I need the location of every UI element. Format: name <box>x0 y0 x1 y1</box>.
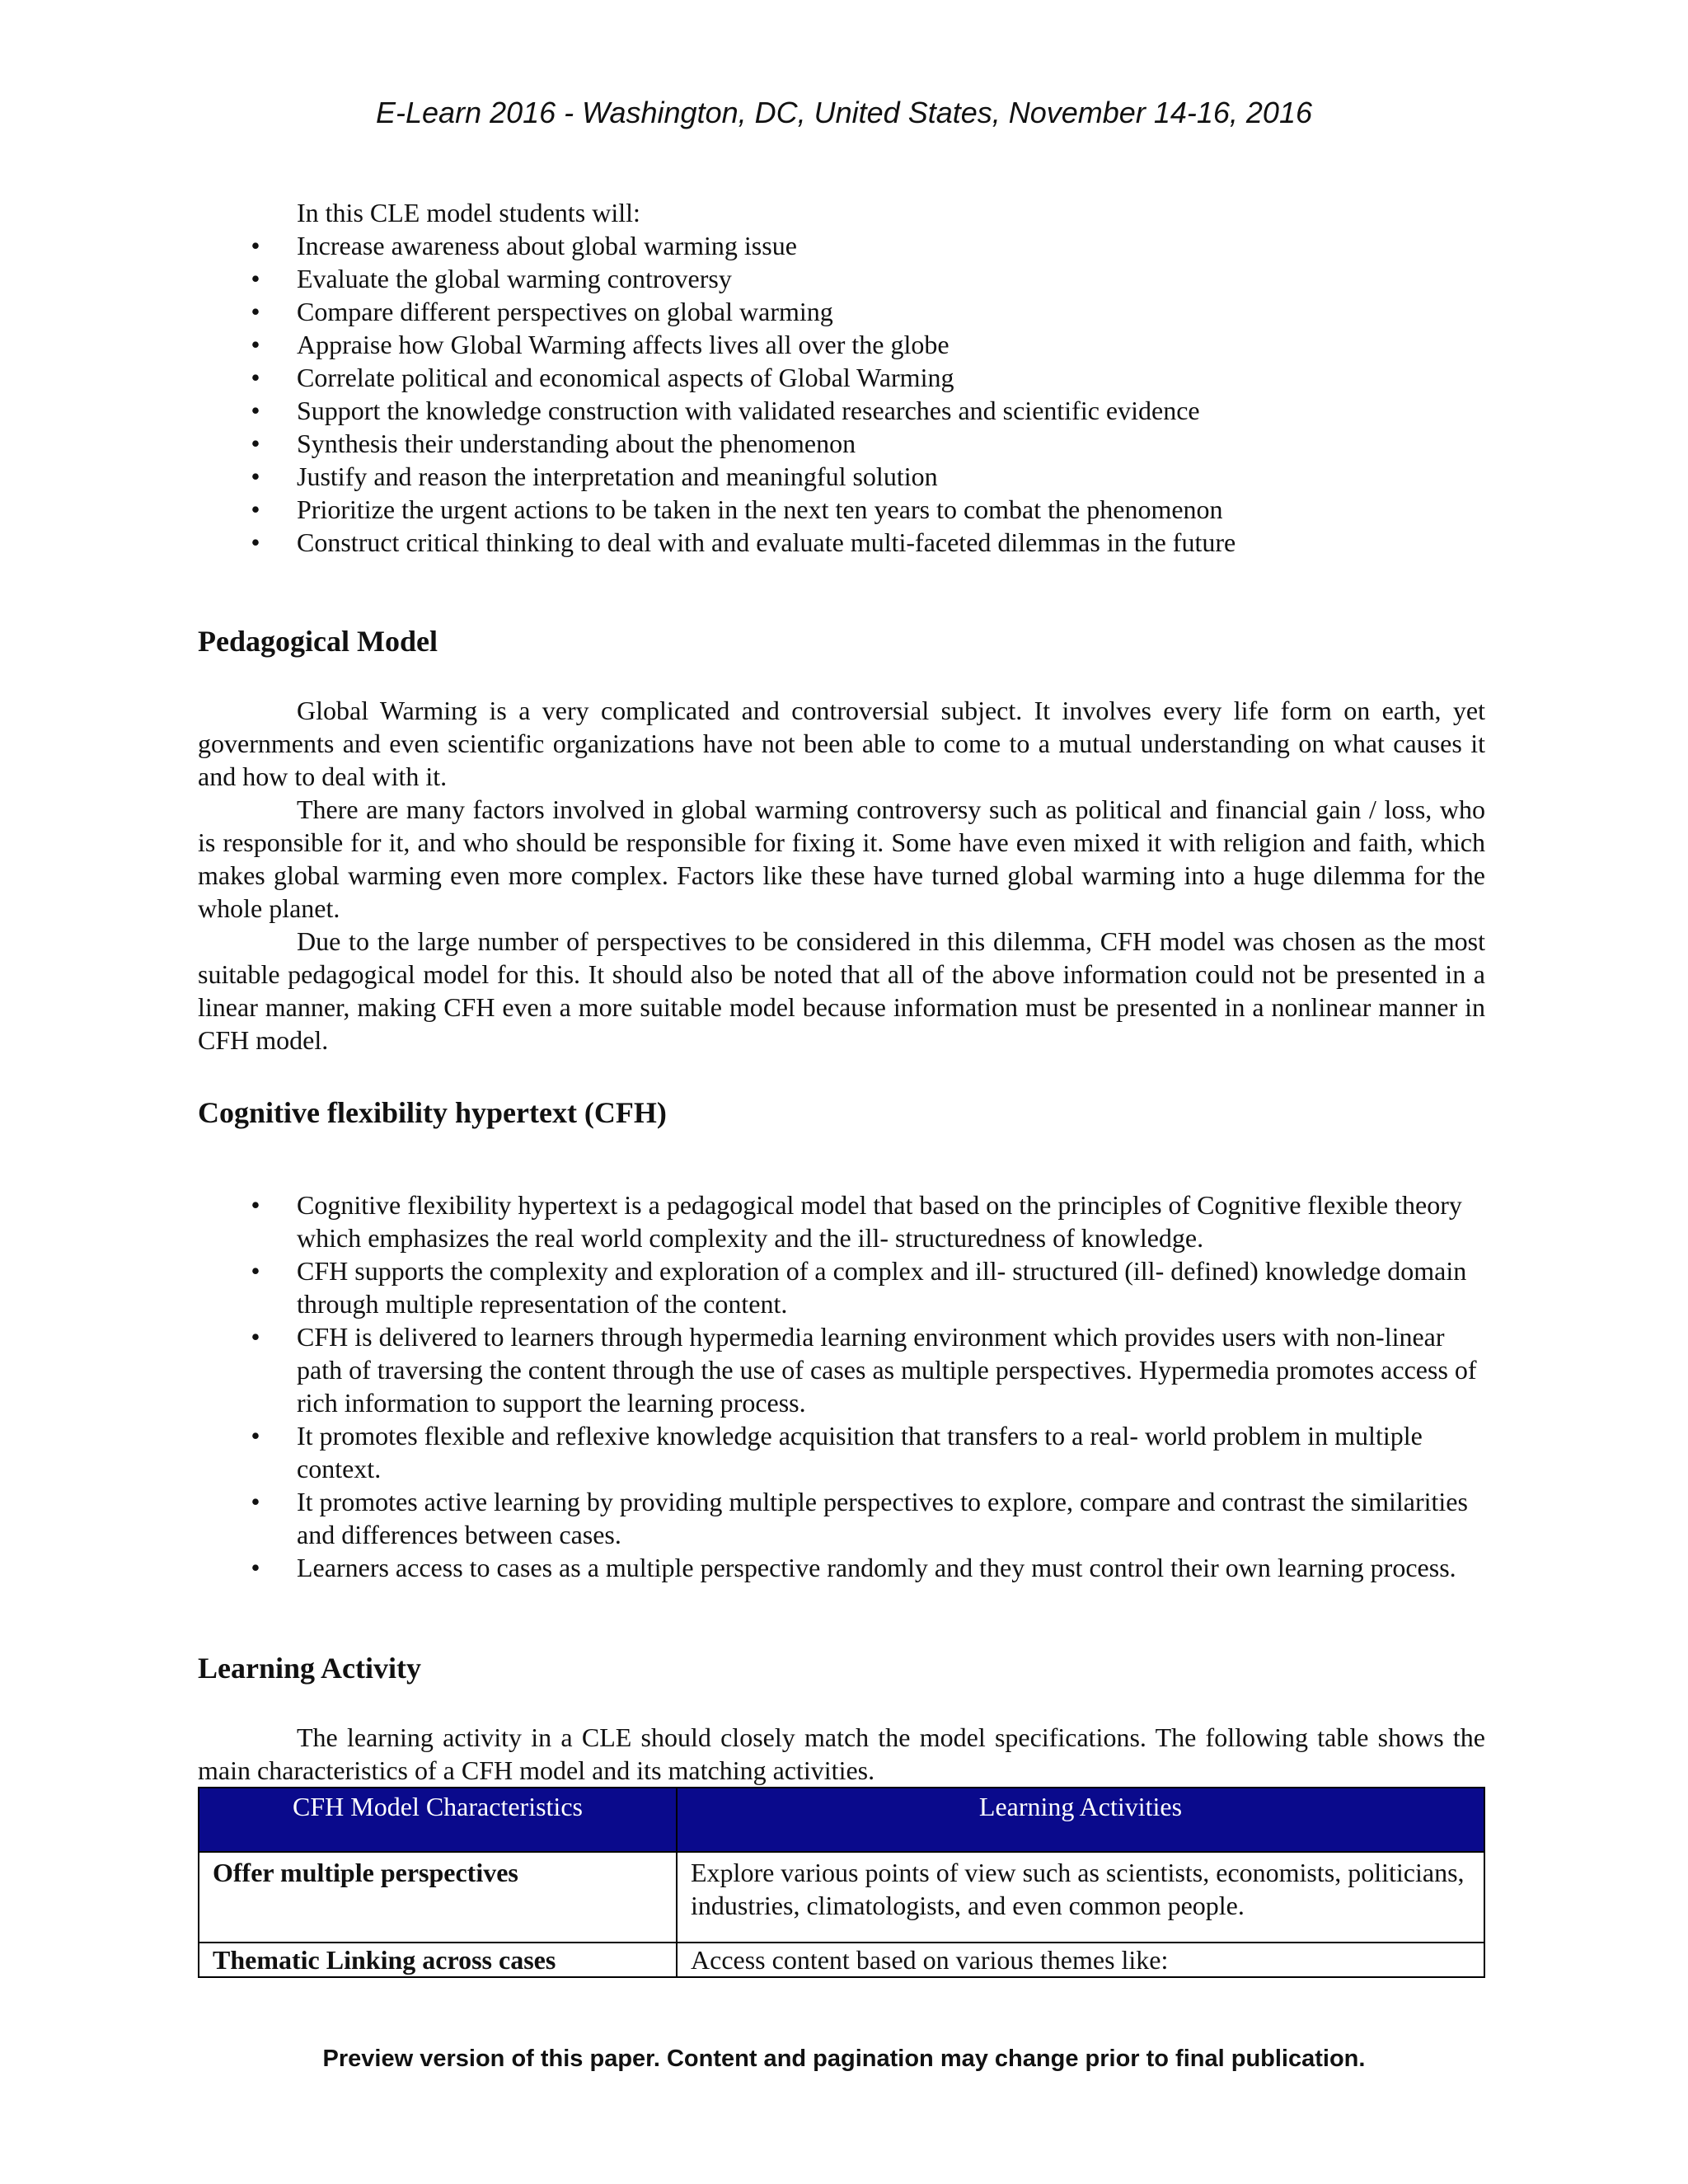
bullet-icon: • <box>251 462 260 491</box>
bullet-icon: • <box>251 1190 260 1220</box>
table-cell: Thematic Linking across cases <box>199 1943 677 1977</box>
list-item-text: It promotes active learning by providing multiple perspectives to explore, compare and contrast the similarities and differences between cases. <box>297 1487 1468 1549</box>
table-row <box>199 1852 1484 1943</box>
bullet-icon: • <box>251 330 260 359</box>
list-item-text: Synthesis their understanding about the phenomenon <box>297 429 856 458</box>
list-item <box>198 1254 1485 1320</box>
list-item <box>198 361 1485 394</box>
cfh-list <box>198 1188 1485 1584</box>
section-heading-pedagogical: Pedagogical Model <box>198 625 438 658</box>
list-item <box>198 493 1485 526</box>
list-item <box>198 1188 1485 1254</box>
paragraph: There are many factors involved in global warming controversy such as political and financial gain / loss, who is responsible for it, and who should be responsible for fixing it. Some have even mixed it with religion and faith, which makes global warming even more complex. Factors like these have turned global warming into a huge dilemma for the whole planet. <box>198 794 1485 923</box>
list-item <box>198 1551 1485 1584</box>
activities-table <box>198 1787 1485 1978</box>
list-item <box>198 427 1485 460</box>
bullet-icon: • <box>251 1322 260 1352</box>
list-item-text: Cognitive flexibility hypertext is a pedagogical model that based on the principles of Cognitive flexible theory which emphasizes the real world complexity and the ill- structuredness of knowledge. <box>297 1190 1462 1253</box>
list-item-text: Prioritize the urgent actions to be taken in the next ten years to combat the phenomenon <box>297 494 1223 524</box>
bullet-icon: • <box>251 396 260 425</box>
list-item <box>198 1419 1485 1485</box>
bullet-icon: • <box>251 1256 260 1286</box>
pedagogical-body <box>198 694 1485 1057</box>
list-item-text: Appraise how Global Warming affects lives all over the globe <box>297 330 950 359</box>
bullet-icon: • <box>251 527 260 557</box>
table-header-row <box>199 1788 1484 1852</box>
bullet-icon: • <box>251 297 260 326</box>
list-item-text: Justify and reason the interpretation and meaningful solution <box>297 462 938 491</box>
list-item-text: Construct critical thinking to deal with and evaluate multi-faceted dilemmas in the future <box>297 527 1236 557</box>
list-item <box>198 460 1485 493</box>
section-heading-learning: Learning Activity <box>198 1652 421 1685</box>
list-item-text: It promotes flexible and reflexive knowledge acquisition that transfers to a real- world problem in multiple context. <box>297 1421 1423 1483</box>
learning-paragraph: The learning activity in a CLE should closely match the model specifications. The following table shows the main characteristics of a CFH model and its matching activities. <box>198 1722 1485 1785</box>
list-item <box>198 229 1485 262</box>
list-item-text: Increase awareness about global warming issue <box>297 231 797 260</box>
list-item-text: CFH supports the complexity and exploration of a complex and ill- structured (ill- defined) knowledge domain through multiple representation of the content. <box>297 1256 1467 1319</box>
table-row <box>199 1943 1484 1977</box>
paragraph: Due to the large number of perspectives to be considered in this dilemma, CFH model was chosen as the most suitable pedagogical model for this. It should also be noted that all of the above information could not be presented in a linear manner, making CFH even a more suitable model because information must be presented in a nonlinear manner in CFH model. <box>198 926 1485 1055</box>
table-cell: Offer multiple perspectives <box>199 1852 677 1943</box>
bullet-icon: • <box>251 494 260 524</box>
bullet-icon: • <box>251 231 260 260</box>
bullet-icon: • <box>251 264 260 293</box>
list-item <box>198 295 1485 328</box>
bullet-icon: • <box>251 1553 260 1582</box>
objectives-intro: In this CLE model students will: <box>297 198 640 227</box>
bullet-icon: • <box>251 1487 260 1516</box>
bullet-icon: • <box>251 1421 260 1451</box>
list-item-text: Evaluate the global warming controversy <box>297 264 732 293</box>
list-item <box>198 394 1485 427</box>
preview-notice: Preview version of this paper. Content and pagination may change prior to final publication. <box>322 2046 1366 2072</box>
paragraph: Global Warming is a very complicated and controversial subject. It involves every life form on earth, yet governments and even scientific organizations have not been able to come to a mutual understanding on what causes it and how to deal with it. <box>198 696 1485 791</box>
list-item <box>198 526 1485 559</box>
table-cell: Explore various points of view such as scientists, economists, politicians, industries, climatologists, and even common people. <box>677 1852 1484 1943</box>
list-item-text: Correlate political and economical aspects of Global Warming <box>297 363 954 392</box>
table-header-cell: Learning Activities <box>677 1788 1484 1852</box>
conference-header: E-Learn 2016 - Washington, DC, United States, November 14-16, 2016 <box>376 96 1312 129</box>
list-item <box>198 1485 1485 1551</box>
list-item-text: Compare different perspectives on global warming <box>297 297 833 326</box>
list-item-text: CFH is delivered to learners through hypermedia learning environment which provides users with non-linear path of traversing the content through the use of cases as multiple perspectives. Hypermedia promotes access of rich information to support the learning process. <box>297 1322 1477 1418</box>
objectives-list <box>198 229 1485 559</box>
list-item <box>198 328 1485 361</box>
list-item <box>198 262 1485 295</box>
bullet-icon: • <box>251 363 260 392</box>
table-cell: Access content based on various themes like: <box>677 1943 1484 1977</box>
page-content <box>198 196 1485 1978</box>
section-heading-cfh: Cognitive flexibility hypertext (CFH) <box>198 1096 667 1129</box>
table-header-cell: CFH Model Characteristics <box>199 1788 677 1852</box>
list-item-text: Support the knowledge construction with validated researches and scientific evidence <box>297 396 1200 425</box>
list-item <box>198 1320 1485 1419</box>
list-item-text: Learners access to cases as a multiple perspective randomly and they must control their own learning process. <box>297 1553 1456 1582</box>
bullet-icon: • <box>251 429 260 458</box>
